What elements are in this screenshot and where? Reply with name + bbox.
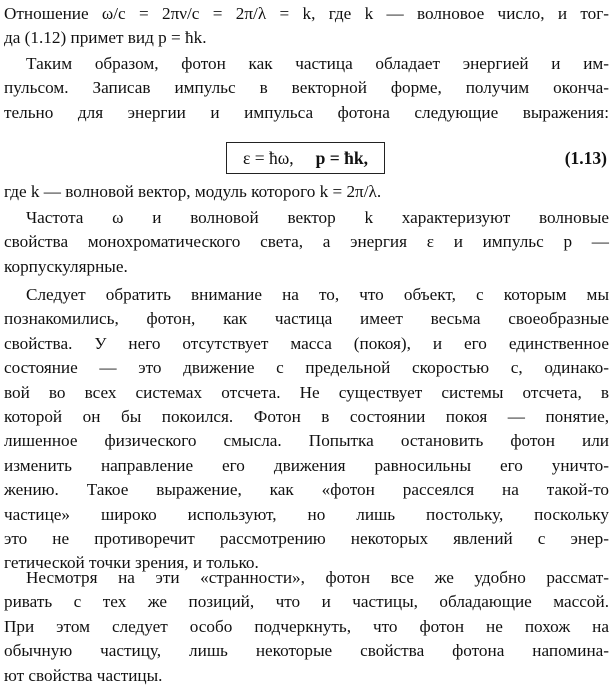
text-line: обычную частицу, лишь некоторые свойства фотона напомина- xyxy=(4,641,609,661)
momentum-formula: p = ħk, xyxy=(315,147,368,168)
paragraph-2 xyxy=(0,52,615,125)
text-line: Несмотря на эти «странности», фотон все же удобно рассмат- xyxy=(26,568,609,587)
text-line: вой во всех системах отсчета. Не существует системы отсчета, в xyxy=(4,382,609,402)
formula-box xyxy=(226,142,385,174)
text-line: изменить направление его движения равносильны его уничто- xyxy=(4,455,609,475)
text-line: ют свойства частицы. xyxy=(4,665,163,685)
text-line: Таким образом, фотон как частица обладает энергией и им- xyxy=(26,54,609,73)
paragraph-3 xyxy=(0,180,615,204)
text-line: частице» широко используют, но лишь постольку, поскольку xyxy=(4,504,609,524)
text-line: Следует обратить внимание на то, что объект, с которым мы xyxy=(26,285,609,304)
text-line: где k — волновой вектор, модуль которого k = 2π/λ. xyxy=(4,182,382,201)
text-line: ривать с тех же позиций, что и частицы, обладающие массой. xyxy=(4,592,609,612)
paragraph-4 xyxy=(0,206,615,279)
text-line: гетической точки зрения, и только. xyxy=(4,553,259,573)
formula-row xyxy=(0,142,615,178)
paragraph-5 xyxy=(0,283,615,576)
text-line: тельно для энергии и импульса фотона следующие выражения: xyxy=(4,102,609,122)
text-line: Отношение ω/c = 2πν/c = 2π/λ = k, где k — волновое число, и тог- xyxy=(4,4,609,23)
text-line: Частота ω и волновой вектор k характеризуют волновые xyxy=(26,208,609,227)
text-line: состояние — это движение с предельной скоростью c, одинако- xyxy=(4,358,609,378)
text-line: свойства монохроматического света, а энергия ε и импульс p — xyxy=(4,232,609,252)
text-line: познакомились, фотон, как частица имеет весьма своеобразные xyxy=(4,309,609,329)
text-line: корпускулярные. xyxy=(4,256,128,276)
text-line: свойства. У него отсутствует масса (покоя), и его единственное xyxy=(4,333,609,353)
text-line: лишенное физического смысла. Попытка остановить фотон или xyxy=(4,431,609,451)
paragraph-1 xyxy=(0,2,615,51)
text-line: пульсом. Записав импульс в векторной форме, получим оконча- xyxy=(4,78,609,98)
text-line: При этом следует особо подчеркнуть, что фотон не похож на xyxy=(4,616,609,636)
paragraph-6 xyxy=(0,566,615,688)
equation-number: (1.13) xyxy=(564,148,607,168)
text-line: которой он бы покоился. Фотон в состоянии покоя — понятие, xyxy=(4,407,609,427)
text-line: да (1.12) примет вид p = ħk. xyxy=(4,28,207,48)
text-line: это не противоречит рассмотрению некоторых явлений с энер- xyxy=(4,529,609,549)
text-line: жению. Такое выражение, как «фотон рассеялся на такой-то xyxy=(4,480,609,500)
energy-formula: ε = ħω, xyxy=(243,147,294,168)
